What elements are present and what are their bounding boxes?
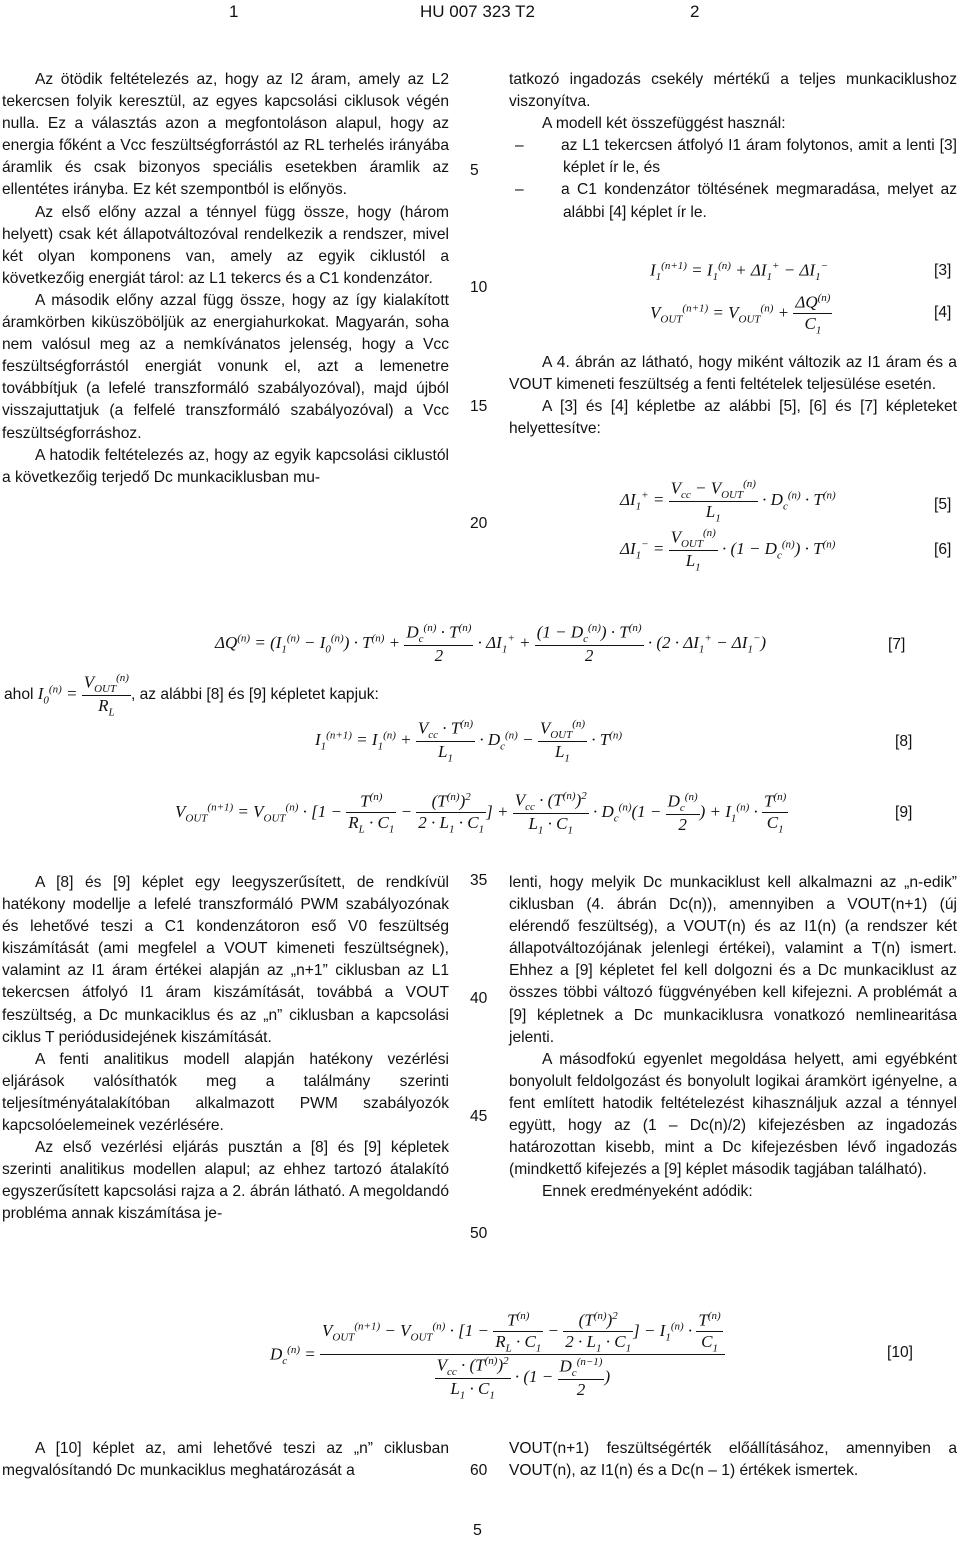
paragraph: A [10] képlet az, ami lehetővé teszi az „n” ciklusban megvalósítandó Dc munkaciklus meghatározását a (2, 1440, 449, 1480)
line-number: 50 (470, 1225, 488, 1242)
equation-4: $V_{OUT}^{(n+1)} = V_{OUT}^{(n)}$ + $\frac{\Delta Q^{(n)}}{C_1}$ (650, 292, 831, 337)
equation-label: [6] (934, 541, 952, 558)
paragraph: A fenti analitikus modell alapján hatékony vezérlési eljárások valósíthatók meg a találmány szerinti teljesítményátalakítóban alkalmazott PWM szabályozók kapcsolóelemeinek vezérlésére. (2, 1050, 449, 1135)
equation-label: [8] (895, 733, 913, 750)
paragraph: Az első előny azzal a ténnyel függ össze, hogy (három helyett) csak két állapotváltozóval rendelkezik a rendszer, mivel két olyan komponens van, amely az egyik ciklustól a következőig energiát tárol: az L1 tekercs és a C1 kondenzátor. (2, 203, 449, 287)
equation-label: [10] (887, 1344, 914, 1361)
paragraph: A 4. ábrán az látható, hogy miként változik az I1 áram és a VOUT kimeneti feszültség a fenti feltételek teljesülése esetén. (509, 354, 957, 394)
paragraph: lenti, hogy melyik Dc munkaciklust kell alkalmazni az „n-edik” ciklusban (4. ábrán Dc(n)), amennyiben a VOUT(n+1) (új elérendő feszültség), a VOUT(n) és az I1(n) (a rendszer két állapotváltozójának jelenlegi értékei), valamint a T(n) ismert. Ehhez a [9] képletet fel kell dolgozni és a Dc munkaciklust az összes többi változó függvényében kell kifejezni. A problémát a [9] képletnek a Dc munkaciklusra vonatkozó nemlinearitása jelenti. (509, 874, 957, 1046)
final-right (509, 1438, 957, 1482)
paragraph: Ennek eredményeként adódik: (542, 1183, 753, 1201)
equation-5: $\Delta I_1^+$ = $\frac{V_{cc} - V_{OUT}^{(n)}}{L_1}$ · $D_c^{(n)} \cdot T^{(n)}$ (620, 478, 836, 525)
paragraph: VOUT(n+1) feszültségérték előállításához, amennyiben a VOUT(n), az I1(n) és a Dc(n – 1) értékek ismertek. (509, 1440, 957, 1480)
equation-10: $D_c^{(n)}$ = $V_{OUT}^{(n+1)} - V_{OUT}^{(n)} \cdot [1$ − $\frac{T^{(n)}}{R_L \cdot C_1}$ − $\frac{(T^{(n)})^2}{2 \cdot L_1 \cdot C_1}$ ] − $I_1^{(n)}$ · $\frac{T^{(n)}}{C_1}$ $\frac{V_{cc} \cdot (T^{(n)})^2}{L_1 \cdot C_1}$ · (1 − $\frac{D_c^{(n-1)}}{2}$ ) (270, 1310, 725, 1401)
line-number: 5 (470, 162, 479, 179)
equation-9: $V_{OUT}^{(n+1)} = V_{OUT}^{(n)} \cdot [1$ − $\frac{T^{(n)}}{R_L \cdot C_1}$ − $\frac{(T^{(n)})^2}{2 \cdot L_1 \cdot C_1}$ ] + $\frac{V_{cc} \cdot (T^{(n)})^2}{L_1 \cdot C_1}$ · $D_c^{(n)}(1$ − $\frac{D_c^{(n)}}{2}$ ) + $I_1^{(n)}$ · $\frac{T^{(n)}}{C_1}$ (175, 790, 787, 837)
bullet-item: – az L1 tekercsen átfolyó I1 áram folytonos, amit a lenti [3] képlet ír le, és (515, 137, 957, 177)
patent-number: HU 007 323 T2 (420, 2, 535, 21)
paragraph: A másodfokú egyenlet megoldása helyett, ami egyébként bonyolult feldolgozást és bonyolult logikai áramkört igényelne, a fent említett hatodik feltételezést kihasználjuk azzal a ténnyel együtt, hogy az (1 – Dc(n)/2) kifejezésben az ingadozás határozottan kisebb, mint a Dc kifejezésben lévő ingadozás (mindkettő kifejezés a [9] képlet második tagjában található). (509, 1050, 957, 1179)
right-column-top (509, 69, 957, 224)
paragraph: A [8] és [9] képlet egy leegyszerűsített, de rendkívül hatékony modellje a lefelé transzformáló PWM szabályozónak és lehetővé teszi a C1 kondenzátoron eső V0 feszültség kiszámítását (ami megfelel a VOUT kimeneti feszültségnek), valamint az I1 áram értékei alapján az „n+1” ciklusban az L1 tekercsen átfolyó I1 áram kiszámítását, továbbá a VOUT feszültség, a Dc munkaciklus és az „n” ciklusban a kapcsolási ciklus T periódusidejének kiszámítását. (2, 874, 449, 1046)
equation-7: $\Delta Q^{(n)} = (I_1^{(n)} - I_0^{(n)}) \cdot T^{(n)}$ + $\frac{D_c^{(n)} \cdot T^{(n)}}{2}$ · $\Delta I_1^+$ + $\frac{(1 - D_c^{(n)}) \cdot T^{(n)}}{2}$ · $(2 \cdot \Delta I_1^+ - \Delta I_1^-)$ (215, 622, 767, 666)
line-number: 10 (470, 279, 488, 296)
equation-label: [9] (895, 804, 913, 821)
paragraph: tatkozó ingadozás csekély mértékű a teljes munkaciklushoz viszonyítva. (509, 71, 957, 111)
line-number: 35 (470, 872, 488, 889)
paragraph: Az első vezérlési eljárás pusztán a [8] és [9] képletek szerinti analitikus modellen alapul; az ehhez tartozó átalakító egyszerűsített kapcsolási rajza a 2. ábrán látható. A megoldandó probléma annak kiszámítása je- (2, 1139, 449, 1223)
equation-6: $\Delta I_1^-$ = $\frac{V_{OUT}^{(n)}}{L_1}$ · $(1 - D_c^{(n)}) \cdot T^{(n)}$ (620, 527, 836, 574)
left-column-bottom (2, 872, 449, 1226)
bullet-item: – a C1 kondenzátor töltésének megmaradása, melyet az alábbi [4] képlet ír le. (515, 181, 957, 221)
paragraph: A [3] és [4] képletbe az alábbi [5], [6] és [7] képleteket helyettesítve: (509, 398, 957, 438)
line-number: 15 (470, 398, 488, 415)
page-number-right: 2 (690, 2, 700, 21)
page-number-left: 1 (229, 2, 239, 21)
equation-label: [4] (934, 304, 952, 321)
paragraph: A hatodik feltételezés az, hogy az egyik kapcsolási ciklustól a következőig terjedő Dc munkaciklusban mu- (2, 446, 449, 486)
line-number: 45 (470, 1108, 488, 1125)
right-column-mid (509, 352, 957, 440)
equation-3: $I_1^{(n+1)} = I_1^{(n)} + \Delta I_1^+ - \Delta I_1^-$ (650, 260, 829, 284)
equation-label: [3] (934, 262, 952, 279)
definition-line: ahol $I_0^{(n)}$ = $\frac{V_{OUT}^{(n)}}{R_L}$ , az alábbi [8] és [9] képletet kapjuk: (4, 672, 379, 719)
paragraph: A modell két összefüggést használ: (542, 115, 786, 133)
paragraph: Az ötödik feltételezés az, hogy az I2 áram, amely az L2 tekercsen folyik keresztül, az egyes kapcsolási ciklusok végén nulla. Ez a választás azon a megfontoláson alapul, hogy az energia főként a Vcc feszültségforrástól az RL terhelés irányába áramlik és csak bizonyos speciális esetekben áramlik az ellentétes irányba. Ez két szempontból is előnyös. (2, 71, 449, 199)
line-number: 20 (470, 515, 488, 532)
line-number: 40 (470, 990, 488, 1007)
right-column-bottom (509, 872, 957, 1203)
paragraph: A második előny azzal függ össze, hogy az így kialakított áramkörben kiküszöböljük az energiahurkokat. Magyarán, soha nem valósul meg az a nemkívánatos jelenség, hogy a Vcc feszültségforrástól energiát vonunk el, azt a lemenetre továbbítjuk (a lefelé transzformáló szabályozóval), majd újból visszajuttatjuk (a felfelé transzformáló szabályozóval) a Vcc feszültségforráshoz. (2, 291, 449, 442)
final-left (2, 1438, 449, 1482)
equation-label: [7] (888, 636, 906, 653)
left-column-top (2, 69, 449, 489)
page-footer-number: 5 (473, 1522, 482, 1539)
line-number: 60 (470, 1462, 488, 1479)
equation-8: $I_1^{(n+1)} = I_1^{(n)}$ + $\frac{V_{cc} \cdot T^{(n)}}{L_1}$ · $D_c^{(n)}$ − $\frac{V_{OUT}^{(n)}}{L_1}$ · $T^{(n)}$ (315, 718, 623, 765)
equation-label: [5] (934, 496, 952, 513)
